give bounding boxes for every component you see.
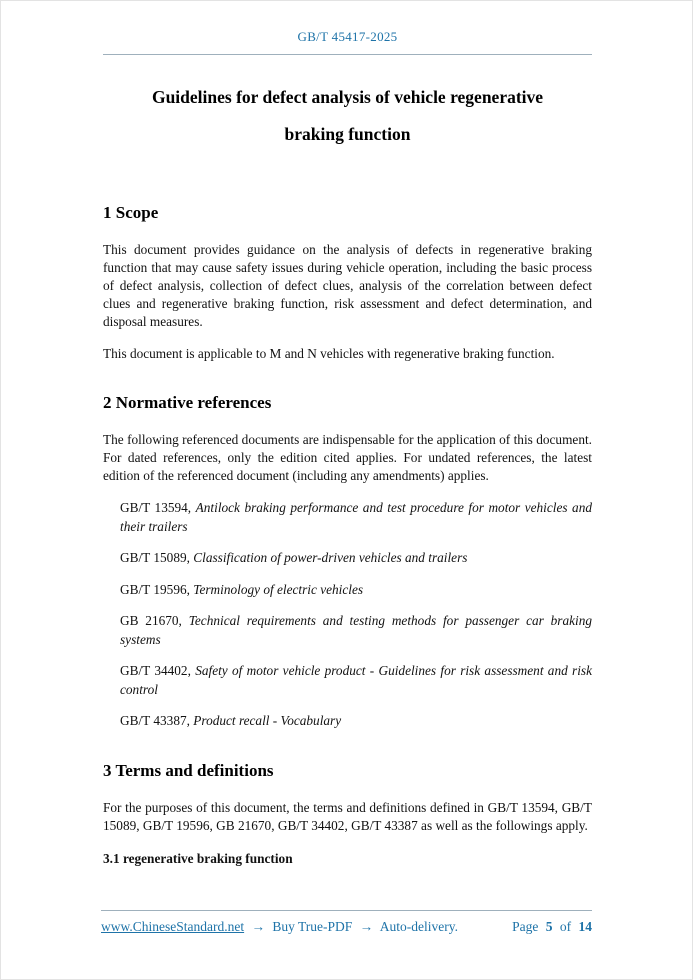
- reference-title: Safety of motor vehicle product - Guidelines for risk assessment and risk control: [120, 663, 592, 697]
- terms-intro: For the purposes of this document, the terms and definitions defined in GB/T 13594, GB/T 15089, GB/T 19596, GB 21670, GB/T 34402, GB/T 43387 as well as the followings apply.: [103, 799, 592, 833]
- arrow-right-icon: →: [359, 919, 374, 934]
- normative-heading: 2 Normative references: [103, 393, 272, 412]
- section-normative-references: [103, 393, 592, 731]
- reference-code: GB/T 34402,: [120, 663, 191, 678]
- footer-left: [101, 919, 462, 935]
- footer-rule: [101, 910, 592, 911]
- header-rule: [103, 54, 592, 55]
- reference-title: Technical requirements and testing methods for passenger car braking systems: [120, 613, 593, 647]
- total-page-number: 14: [578, 919, 592, 934]
- document-number: GB/T 45417-2025: [297, 29, 398, 44]
- reference-title: Terminology of electric vehicles: [193, 581, 364, 597]
- auto-delivery-text: Auto-delivery.: [379, 919, 459, 934]
- reference-title: Product recall - Vocabulary: [193, 713, 342, 728]
- reference-item: [120, 549, 592, 568]
- current-page-number: 5: [545, 919, 553, 934]
- terms-heading: 3 Terms and definitions: [103, 760, 274, 780]
- of-label: of: [559, 919, 572, 934]
- document-title: [103, 79, 592, 153]
- scope-heading: 1 Scope: [103, 203, 159, 222]
- scope-paragraph-2: This document is applicable to M and N vehicles with regenerative braking function.: [103, 346, 555, 361]
- scope-paragraph-1: This document provides guidance on the analysis of defects in regenerative braking function that may cause safety issues during vehicle operation, including the basic process of defect analysis, collection of defect clues, analysis of the correlation between defect clues and regenerative braking function, risk assessment and defect determination, and disposal measures.: [103, 242, 592, 329]
- reference-item: [120, 612, 592, 649]
- reference-code: GB/T 43387,: [120, 713, 190, 728]
- page-indicator: [508, 919, 592, 935]
- reference-item: [120, 499, 592, 536]
- arrow-right-icon: →: [251, 919, 265, 934]
- page-footer: [101, 901, 592, 935]
- term-3-1-heading: 3.1 regenerative braking function: [103, 850, 293, 866]
- section-terms-definitions: [103, 761, 592, 867]
- reference-code: GB/T 13594,: [120, 500, 192, 515]
- reference-code: GB 21670,: [120, 613, 182, 628]
- normative-intro: The following referenced documents are indispensable for the application of this document. For dated references, only the edition cited applies. For undated references, the latest edition of the referenced document (including any amendments) applies.: [103, 432, 592, 483]
- chinesestandard-link[interactable]: www.ChineseStandard.net: [101, 919, 245, 934]
- reference-title: Antilock braking performance and test procedure for motor vehicles and their trailers: [120, 500, 592, 534]
- reference-item: [120, 581, 592, 600]
- buy-true-pdf-text: Buy True-PDF: [272, 919, 353, 934]
- reference-code: GB/T 15089,: [120, 550, 190, 565]
- reference-item: [120, 712, 592, 731]
- reference-code: GB/T 19596,: [120, 581, 190, 597]
- reference-item: [120, 662, 592, 699]
- document-title-line1: Guidelines for defect analysis of vehicle regenerative: [151, 87, 544, 107]
- section-scope: [103, 203, 592, 363]
- page-label: Page: [512, 919, 539, 934]
- reference-title: Classification of power-driven vehicles and trailers: [193, 550, 468, 565]
- document-title-line2: braking function: [284, 124, 411, 144]
